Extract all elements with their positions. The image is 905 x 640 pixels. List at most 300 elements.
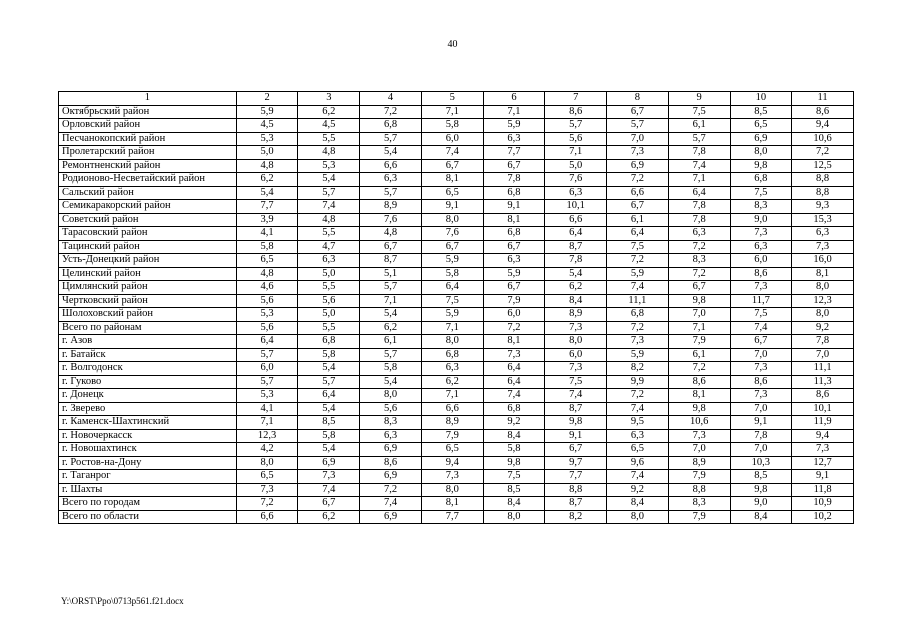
column-header: 9	[668, 92, 730, 106]
value-cell: 10,6	[792, 132, 854, 146]
value-cell: 5,9	[483, 267, 545, 281]
value-cell: 5,6	[545, 132, 607, 146]
value-cell: 6,1	[607, 213, 669, 227]
territory-name-cell: Октябрьский район	[59, 105, 237, 119]
value-cell: 8,4	[483, 429, 545, 443]
value-cell: 8,7	[545, 402, 607, 416]
value-cell: 9,1	[730, 416, 792, 430]
table-row	[59, 213, 854, 227]
value-cell: 8,5	[730, 105, 792, 119]
value-cell: 7,4	[607, 402, 669, 416]
value-cell: 6,5	[236, 254, 298, 268]
value-cell: 7,8	[668, 213, 730, 227]
territory-name-cell: Советский район	[59, 213, 237, 227]
value-cell: 6,8	[483, 402, 545, 416]
value-cell: 8,6	[360, 456, 422, 470]
value-cell: 11,3	[792, 375, 854, 389]
value-cell: 6,1	[360, 335, 422, 349]
value-cell: 6,3	[730, 240, 792, 254]
value-cell: 5,8	[421, 119, 483, 133]
column-header: 1	[59, 92, 237, 106]
value-cell: 6,7	[421, 159, 483, 173]
table-row	[59, 348, 854, 362]
value-cell: 7,3	[236, 483, 298, 497]
value-cell: 10,1	[792, 402, 854, 416]
column-header: 6	[483, 92, 545, 106]
territory-name-cell: г. Гуково	[59, 375, 237, 389]
table-row	[59, 429, 854, 443]
value-cell: 5,4	[360, 375, 422, 389]
value-cell: 7,3	[730, 389, 792, 403]
value-cell: 6,6	[545, 213, 607, 227]
value-cell: 9,6	[607, 456, 669, 470]
value-cell: 8,9	[668, 456, 730, 470]
value-cell: 6,3	[298, 254, 360, 268]
value-cell: 5,6	[236, 294, 298, 308]
value-cell: 7,3	[607, 146, 669, 160]
table-row	[59, 443, 854, 457]
value-cell: 8,0	[607, 510, 669, 524]
column-header: 5	[421, 92, 483, 106]
value-cell: 11,7	[730, 294, 792, 308]
value-cell: 8,1	[668, 389, 730, 403]
territory-name-cell: Цимлянский район	[59, 281, 237, 295]
value-cell: 9,4	[421, 456, 483, 470]
value-cell: 9,8	[545, 416, 607, 430]
value-cell: 5,4	[298, 173, 360, 187]
value-cell: 8,0	[483, 510, 545, 524]
territory-name-cell: Семикаракорский район	[59, 200, 237, 214]
value-cell: 7,7	[236, 200, 298, 214]
value-cell: 9,5	[607, 416, 669, 430]
value-cell: 8,4	[730, 510, 792, 524]
value-cell: 5,8	[298, 429, 360, 443]
value-cell: 8,1	[483, 213, 545, 227]
value-cell: 6,2	[298, 510, 360, 524]
table-row	[59, 321, 854, 335]
value-cell: 6,6	[360, 159, 422, 173]
value-cell: 7,3	[792, 240, 854, 254]
value-cell: 6,6	[236, 510, 298, 524]
value-cell: 5,8	[360, 362, 422, 376]
value-cell: 8,5	[298, 416, 360, 430]
table-row	[59, 335, 854, 349]
table-row	[59, 375, 854, 389]
value-cell: 5,7	[360, 348, 422, 362]
value-cell: 7,2	[360, 105, 422, 119]
value-cell: 7,2	[668, 362, 730, 376]
value-cell: 7,2	[483, 321, 545, 335]
value-cell: 7,2	[607, 173, 669, 187]
territory-name-cell: г. Зверево	[59, 402, 237, 416]
value-cell: 9,8	[730, 159, 792, 173]
value-cell: 5,5	[298, 132, 360, 146]
value-cell: 6,7	[298, 497, 360, 511]
column-header: 7	[545, 92, 607, 106]
value-cell: 6,8	[607, 308, 669, 322]
value-cell: 7,1	[421, 389, 483, 403]
value-cell: 7,3	[668, 429, 730, 443]
value-cell: 7,2	[668, 267, 730, 281]
territory-name-cell: Песчанокопский район	[59, 132, 237, 146]
value-cell: 6,3	[483, 132, 545, 146]
value-cell: 6,4	[668, 186, 730, 200]
value-cell: 5,4	[298, 443, 360, 457]
value-cell: 6,4	[298, 389, 360, 403]
value-cell: 5,7	[236, 348, 298, 362]
territory-name-cell: г. Волгодонск	[59, 362, 237, 376]
value-cell: 8,0	[421, 483, 483, 497]
territory-name-cell: Тацинский район	[59, 240, 237, 254]
value-cell: 8,3	[360, 416, 422, 430]
value-cell: 7,2	[668, 240, 730, 254]
value-cell: 10,1	[545, 200, 607, 214]
value-cell: 6,9	[607, 159, 669, 173]
value-cell: 8,8	[545, 483, 607, 497]
value-cell: 8,7	[545, 240, 607, 254]
column-header: 8	[607, 92, 669, 106]
table-row	[59, 132, 854, 146]
value-cell: 5,6	[236, 321, 298, 335]
value-cell: 7,7	[421, 510, 483, 524]
column-header: 3	[298, 92, 360, 106]
column-header: 11	[792, 92, 854, 106]
value-cell: 7,4	[730, 321, 792, 335]
value-cell: 6,7	[483, 159, 545, 173]
value-cell: 7,3	[730, 362, 792, 376]
table-row	[59, 470, 854, 484]
value-cell: 7,6	[360, 213, 422, 227]
value-cell: 6,4	[236, 335, 298, 349]
value-cell: 8,2	[545, 510, 607, 524]
value-cell: 8,4	[483, 497, 545, 511]
value-cell: 8,0	[730, 146, 792, 160]
table-row	[59, 227, 854, 241]
value-cell: 11,1	[792, 362, 854, 376]
value-cell: 9,2	[607, 483, 669, 497]
value-cell: 9,9	[607, 375, 669, 389]
territory-name-cell: Усть-Донецкий район	[59, 254, 237, 268]
value-cell: 7,9	[668, 335, 730, 349]
table-row	[59, 105, 854, 119]
value-cell: 7,8	[545, 254, 607, 268]
value-cell: 4,7	[298, 240, 360, 254]
value-cell: 9,2	[792, 321, 854, 335]
value-cell: 8,1	[421, 497, 483, 511]
value-cell: 6,6	[607, 186, 669, 200]
value-cell: 4,2	[236, 443, 298, 457]
value-cell: 7,4	[607, 470, 669, 484]
value-cell: 6,3	[483, 254, 545, 268]
value-cell: 7,3	[545, 362, 607, 376]
value-cell: 7,3	[792, 443, 854, 457]
value-cell: 6,6	[421, 402, 483, 416]
territory-name-cell: г. Новочеркасск	[59, 429, 237, 443]
value-cell: 12,5	[792, 159, 854, 173]
value-cell: 7,1	[668, 173, 730, 187]
value-cell: 6,2	[360, 321, 422, 335]
value-cell: 8,8	[668, 483, 730, 497]
value-cell: 7,7	[483, 146, 545, 160]
value-cell: 3,9	[236, 213, 298, 227]
value-cell: 8,8	[792, 173, 854, 187]
territory-name-cell: г. Донецк	[59, 389, 237, 403]
value-cell: 5,6	[360, 402, 422, 416]
value-cell: 6,8	[483, 227, 545, 241]
value-cell: 9,8	[483, 456, 545, 470]
value-cell: 6,5	[421, 186, 483, 200]
value-cell: 6,2	[236, 173, 298, 187]
territory-name-cell: Всего по районам	[59, 321, 237, 335]
value-cell: 7,8	[730, 429, 792, 443]
value-cell: 6,7	[607, 200, 669, 214]
value-cell: 5,8	[298, 348, 360, 362]
value-cell: 4,5	[298, 119, 360, 133]
value-cell: 8,0	[792, 308, 854, 322]
value-cell: 6,3	[792, 227, 854, 241]
value-cell: 4,8	[236, 267, 298, 281]
value-cell: 5,3	[236, 308, 298, 322]
territory-name-cell: Пролетарский район	[59, 146, 237, 160]
value-cell: 4,8	[298, 146, 360, 160]
value-cell: 5,0	[298, 308, 360, 322]
value-cell: 7,5	[421, 294, 483, 308]
territory-name-cell: г. Батайск	[59, 348, 237, 362]
value-cell: 9,0	[730, 213, 792, 227]
value-cell: 5,9	[607, 267, 669, 281]
value-cell: 8,0	[792, 281, 854, 295]
table-row	[59, 254, 854, 268]
column-header: 4	[360, 92, 422, 106]
value-cell: 6,1	[668, 348, 730, 362]
value-cell: 6,0	[421, 132, 483, 146]
territory-name-cell: Всего по области	[59, 510, 237, 524]
value-cell: 6,5	[236, 470, 298, 484]
value-cell: 5,0	[236, 146, 298, 160]
table-row	[59, 119, 854, 133]
value-cell: 15,3	[792, 213, 854, 227]
territory-name-cell: Сальский район	[59, 186, 237, 200]
value-cell: 6,3	[360, 429, 422, 443]
value-cell: 7,9	[668, 510, 730, 524]
value-cell: 8,6	[730, 375, 792, 389]
value-cell: 7,4	[545, 389, 607, 403]
value-cell: 8,5	[483, 483, 545, 497]
value-cell: 8,4	[545, 294, 607, 308]
value-cell: 6,3	[360, 173, 422, 187]
value-cell: 9,1	[421, 200, 483, 214]
value-cell: 9,7	[545, 456, 607, 470]
value-cell: 10,3	[730, 456, 792, 470]
value-cell: 4,6	[236, 281, 298, 295]
table-row	[59, 173, 854, 187]
value-cell: 8,0	[360, 389, 422, 403]
value-cell: 8,1	[792, 267, 854, 281]
value-cell: 12,7	[792, 456, 854, 470]
territory-name-cell: Целинский район	[59, 267, 237, 281]
value-cell: 7,5	[607, 240, 669, 254]
territory-name-cell: Чертковский район	[59, 294, 237, 308]
value-cell: 6,8	[298, 335, 360, 349]
value-cell: 6,9	[360, 443, 422, 457]
value-cell: 6,9	[360, 510, 422, 524]
value-cell: 6,5	[421, 443, 483, 457]
value-cell: 4,5	[236, 119, 298, 133]
value-cell: 7,8	[483, 173, 545, 187]
value-cell: 4,8	[236, 159, 298, 173]
value-cell: 7,0	[668, 443, 730, 457]
value-cell: 8,9	[360, 200, 422, 214]
table-row	[59, 510, 854, 524]
value-cell: 7,4	[298, 200, 360, 214]
value-cell: 7,3	[730, 281, 792, 295]
value-cell: 9,8	[668, 402, 730, 416]
value-cell: 5,8	[483, 443, 545, 457]
value-cell: 6,2	[421, 375, 483, 389]
value-cell: 5,7	[360, 132, 422, 146]
value-cell: 7,9	[421, 429, 483, 443]
column-header: 2	[236, 92, 298, 106]
value-cell: 8,0	[545, 335, 607, 349]
value-cell: 8,0	[421, 213, 483, 227]
value-cell: 6,7	[421, 240, 483, 254]
data-table	[58, 91, 854, 524]
value-cell: 9,4	[792, 119, 854, 133]
value-cell: 6,7	[607, 105, 669, 119]
value-cell: 8,0	[421, 335, 483, 349]
value-cell: 6,8	[730, 173, 792, 187]
value-cell: 6,7	[668, 281, 730, 295]
value-cell: 9,2	[483, 416, 545, 430]
value-cell: 6,4	[483, 362, 545, 376]
value-cell: 6,3	[421, 362, 483, 376]
value-cell: 8,6	[545, 105, 607, 119]
table-header-row	[59, 92, 854, 106]
value-cell: 7,8	[792, 335, 854, 349]
value-cell: 8,5	[730, 470, 792, 484]
value-cell: 10,2	[792, 510, 854, 524]
value-cell: 8,1	[483, 335, 545, 349]
value-cell: 4,1	[236, 402, 298, 416]
value-cell: 6,1	[668, 119, 730, 133]
value-cell: 7,3	[421, 470, 483, 484]
value-cell: 5,7	[360, 281, 422, 295]
table-row	[59, 200, 854, 214]
territory-name-cell: Орловский район	[59, 119, 237, 133]
value-cell: 6,4	[483, 375, 545, 389]
value-cell: 6,0	[483, 308, 545, 322]
value-cell: 7,2	[236, 497, 298, 511]
value-cell: 6,7	[483, 240, 545, 254]
value-cell: 8,3	[730, 200, 792, 214]
value-cell: 7,2	[792, 146, 854, 160]
value-cell: 7,4	[607, 281, 669, 295]
table-row	[59, 308, 854, 322]
page-number: 40	[447, 39, 458, 50]
value-cell: 6,4	[545, 227, 607, 241]
value-cell: 9,4	[792, 429, 854, 443]
value-cell: 7,3	[730, 227, 792, 241]
value-cell: 7,3	[545, 321, 607, 335]
value-cell: 8,6	[668, 375, 730, 389]
territory-name-cell: г. Каменск-Шахтинский	[59, 416, 237, 430]
value-cell: 5,4	[545, 267, 607, 281]
table-row	[59, 240, 854, 254]
value-cell: 7,2	[607, 389, 669, 403]
value-cell: 5,3	[298, 159, 360, 173]
value-cell: 7,1	[236, 416, 298, 430]
value-cell: 5,0	[298, 267, 360, 281]
value-cell: 5,4	[360, 308, 422, 322]
table-row	[59, 402, 854, 416]
value-cell: 7,0	[792, 348, 854, 362]
column-header: 10	[730, 92, 792, 106]
table-row	[59, 389, 854, 403]
table-row	[59, 267, 854, 281]
value-cell: 5,7	[545, 119, 607, 133]
value-cell: 5,6	[298, 294, 360, 308]
value-cell: 7,5	[730, 186, 792, 200]
value-cell: 7,0	[730, 443, 792, 457]
value-cell: 4,1	[236, 227, 298, 241]
value-cell: 6,9	[360, 470, 422, 484]
value-cell: 5,7	[360, 186, 422, 200]
value-cell: 7,7	[545, 470, 607, 484]
value-cell: 8,0	[236, 456, 298, 470]
table-row	[59, 497, 854, 511]
value-cell: 5,8	[421, 267, 483, 281]
value-cell: 7,2	[607, 254, 669, 268]
value-cell: 8,7	[360, 254, 422, 268]
value-cell: 5,5	[298, 281, 360, 295]
value-cell: 11,9	[792, 416, 854, 430]
value-cell: 7,4	[360, 497, 422, 511]
value-cell: 6,3	[607, 429, 669, 443]
value-cell: 5,4	[360, 146, 422, 160]
value-cell: 7,0	[730, 348, 792, 362]
value-cell: 7,9	[668, 470, 730, 484]
territory-name-cell: г. Новошахтинск	[59, 443, 237, 457]
value-cell: 7,3	[298, 470, 360, 484]
footer-file-path: Y:\ORST\Ppo\0713p561.f21.docx	[61, 596, 184, 606]
value-cell: 4,8	[298, 213, 360, 227]
value-cell: 6,7	[545, 443, 607, 457]
value-cell: 5,4	[236, 186, 298, 200]
territory-name-cell: Ремонтненский район	[59, 159, 237, 173]
territory-name-cell: Всего по городам	[59, 497, 237, 511]
table-row	[59, 294, 854, 308]
value-cell: 7,4	[668, 159, 730, 173]
value-cell: 8,4	[607, 497, 669, 511]
value-cell: 10,9	[792, 497, 854, 511]
value-cell: 9,0	[730, 497, 792, 511]
value-cell: 7,0	[730, 402, 792, 416]
value-cell: 7,4	[421, 146, 483, 160]
value-cell: 8,9	[421, 416, 483, 430]
value-cell: 8,2	[607, 362, 669, 376]
value-cell: 8,6	[792, 389, 854, 403]
value-cell: 6,7	[360, 240, 422, 254]
value-cell: 8,1	[421, 173, 483, 187]
value-cell: 11,8	[792, 483, 854, 497]
value-cell: 7,9	[483, 294, 545, 308]
territory-name-cell: Шолоховский район	[59, 308, 237, 322]
value-cell: 10,6	[668, 416, 730, 430]
value-cell: 7,1	[421, 105, 483, 119]
value-cell: 5,9	[483, 119, 545, 133]
value-cell: 7,1	[483, 105, 545, 119]
table-body	[59, 105, 854, 524]
